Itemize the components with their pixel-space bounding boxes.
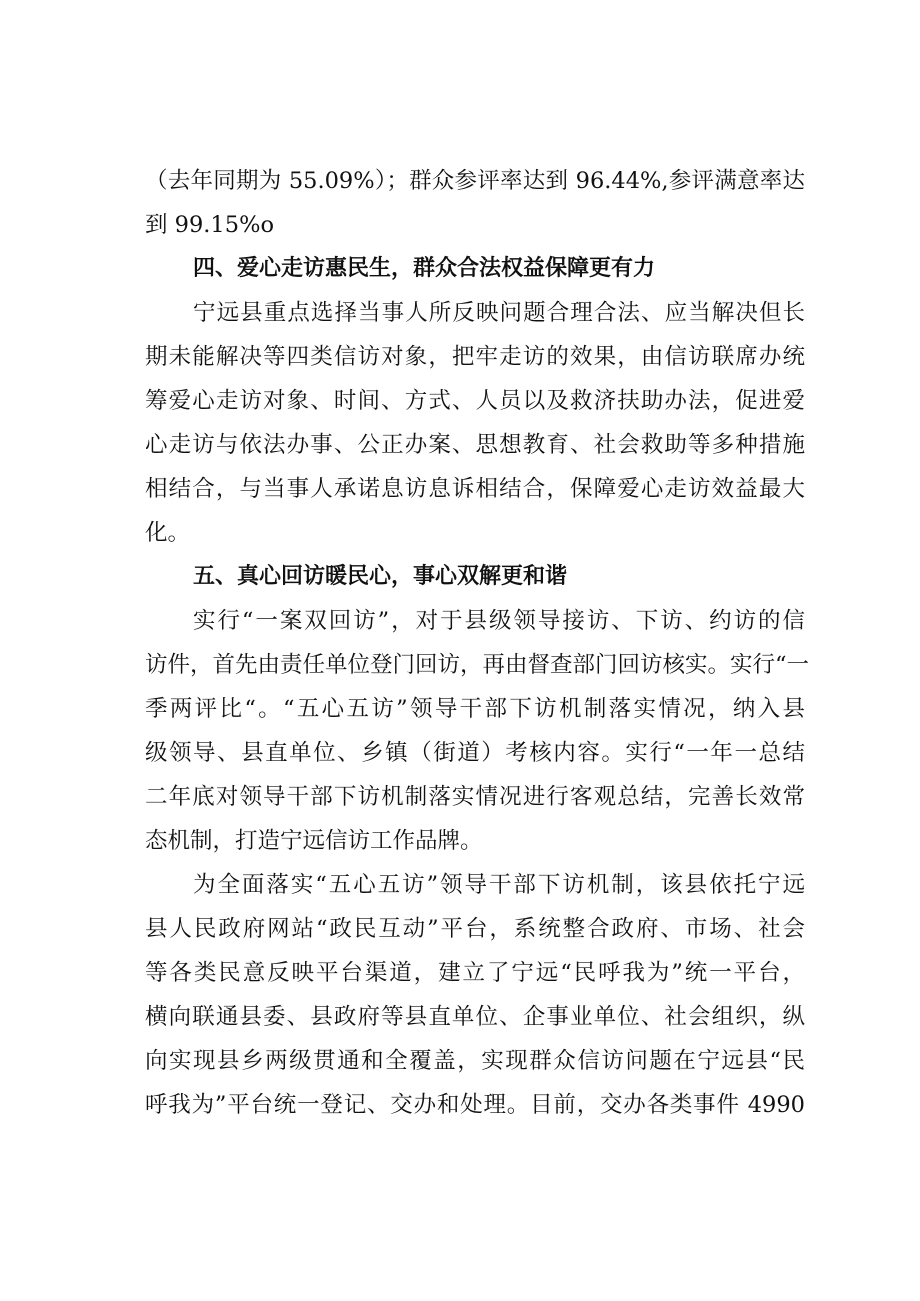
- section-heading: 四、爱心走访惠民生，群众合法权益保障更有力: [193, 256, 656, 281]
- paragraph-line: 横向联通县委、县政府等县直单位、企事业单位、社会组织，纵: [145, 1004, 805, 1030]
- paragraph-line: 心走访与依法办事、公正办案、思想教育、社会救助等多种措施: [145, 432, 805, 458]
- paragraph-line: 到 99.15%o: [145, 212, 274, 238]
- paragraph-line: 向实现县乡两级贯通和全覆盖，实现群众信访问题在宁远县“民: [145, 1048, 805, 1074]
- paragraph-line: 相结合，与当事人承诺息访息诉相结合，保障爱心走访效益最大: [145, 476, 805, 502]
- paragraph-line: 为全面落实“五心五访”领导干部下访机制，该县依托宁远: [193, 872, 805, 898]
- paragraph-line: 筹爱心走访对象、时间、方式、人员以及救济扶助办法，促进爱: [145, 388, 805, 414]
- paragraph-line: 县人民政府网站“政民互动”平台，系统整合政府、市场、社会: [145, 916, 805, 942]
- paragraph-line: 呼我为”平台统一登记、交办和处理。目前，交办各类事件 4990: [145, 1092, 805, 1118]
- paragraph-line: 访件，首先由责任单位登门回访，再由督查部门回访核实。实行“一: [145, 652, 810, 678]
- paragraph-line: 宁远县重点选择当事人所反映问题合理合法、应当解决但长: [193, 300, 805, 326]
- paragraph-line: （去年同期为 55.09%）；群众参评率达到 96.44%,参评满意率达: [145, 168, 805, 194]
- paragraph-line: 等各类民意反映平台渠道，建立了宁远“民呼我为”统一平台，: [145, 960, 805, 986]
- paragraph-line: 级领导、县直单位、乡镇（街道）考核内容。实行“一年一总结: [145, 740, 805, 766]
- section-heading: 五、真心回访暖民心，事心双解更和谐: [193, 564, 568, 589]
- paragraph-line: 二年底对领导干部下访机制落实情况进行客观总结，完善长效常: [145, 784, 805, 810]
- paragraph-line: 化。: [145, 520, 191, 546]
- paragraph-line: 期未能解决等四类信访对象，把牢走访的效果，由信访联席办统: [145, 344, 805, 370]
- paragraph-line: 季两评比“。“五心五访”领导干部下访机制落实情况，纳入县: [145, 696, 805, 722]
- paragraph-line: 实行“一案双回访”，对于县级领导接访、下访、约访的信: [193, 608, 805, 634]
- paragraph-line: 态机制，打造宁远信访工作品牌。: [145, 828, 483, 854]
